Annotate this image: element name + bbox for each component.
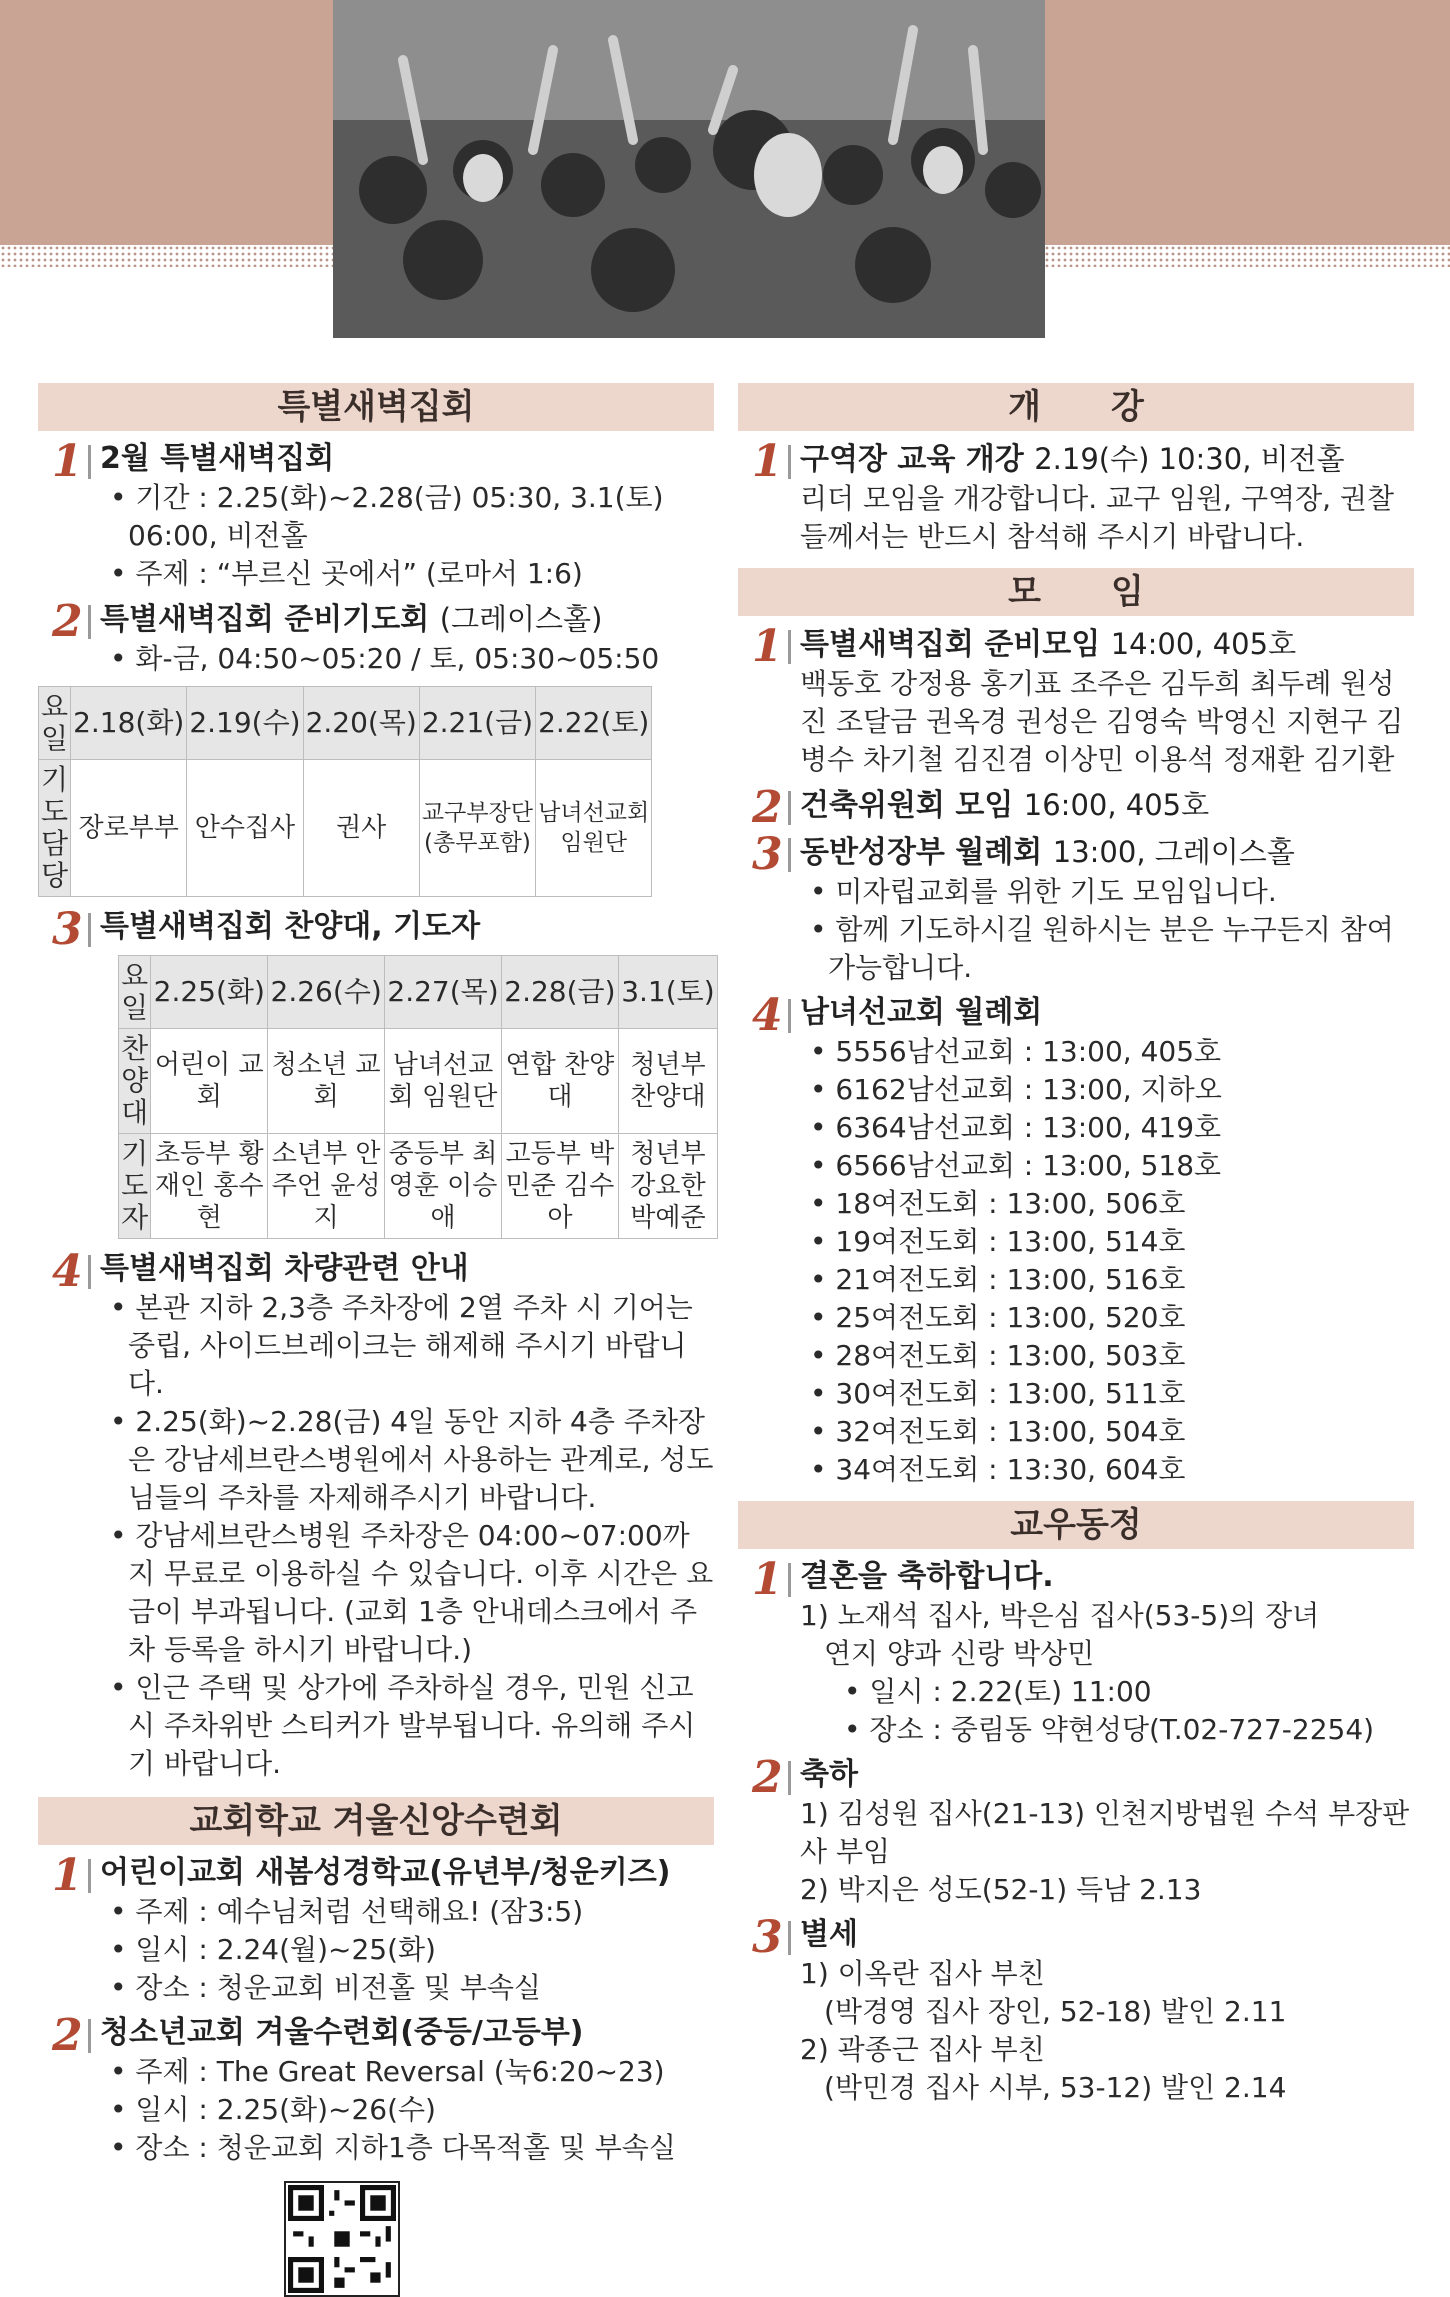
section-title-special-dawn: 특별새벽집회 bbox=[38, 383, 714, 431]
item-number: 2 bbox=[52, 2010, 83, 2061]
member-names: 백동호 강정용 홍기표 조주은 김두희 최두례 원성진 조달금 권옥경 권성은 김영숙 박영신 지현구 김병수 차기철 김진겸 이상민 이용석 정재환 김기환 bbox=[800, 667, 1404, 776]
bullet-parking-2: • 2.25(화)~2.28(금) 4일 동안 지하 4층 주차장은 강남세브란스병원에서 사용하는 관계로, 성도님들의 주차를 자제해주시기 바랍니다. bbox=[100, 1403, 714, 1517]
item-title-main: 구역장 교육 개강 bbox=[800, 442, 1024, 477]
table-header-cell: 2.25(화) bbox=[151, 956, 268, 1029]
news-line: 1) 김성원 집사(21-13) 인천지방법원 수석 부장판사 부임 bbox=[800, 1797, 1410, 1868]
item-number: 2 bbox=[752, 782, 783, 833]
table-cell: 중등부 최영훈 이승애 bbox=[385, 1134, 502, 1239]
qr-code[interactable] bbox=[284, 2181, 400, 2297]
news-line: 2) 곽종근 집사 부친 bbox=[800, 2033, 1045, 2066]
item-title: 남녀선교회 월례회 bbox=[800, 995, 1043, 1030]
table-header-row bbox=[39, 687, 652, 760]
table-row-label: 기도자 bbox=[119, 1134, 151, 1239]
bullet-place: • 장소 : 청운교회 지하1층 다목적홀 및 부속실 bbox=[100, 2129, 714, 2167]
choir-prayer-table bbox=[118, 955, 718, 1239]
list-item: • 19여전도회 : 13:00, 514호 bbox=[800, 1223, 1414, 1261]
item-number: 3 bbox=[752, 829, 783, 880]
meeting-item-1 bbox=[738, 621, 1414, 779]
item-number: 2 bbox=[752, 1752, 783, 1803]
table-cell: 청년부 강요한 박예준 bbox=[618, 1134, 717, 1239]
item-number: 2 bbox=[52, 596, 83, 647]
table-header-cell: 2.18(화) bbox=[71, 687, 187, 760]
left-column bbox=[38, 383, 714, 2297]
table-row-label: 기도 담당 bbox=[39, 760, 71, 897]
section-title-news: 교우동정 bbox=[738, 1501, 1414, 1549]
meeting-item-3 bbox=[738, 829, 1414, 987]
item-text: 리더 모임을 개강합니다. 교구 임원, 구역장, 권찰들께서는 반드시 참석해 주시기 바랍니다. bbox=[800, 482, 1395, 553]
list-item: • 32여전도회 : 13:00, 504호 bbox=[800, 1413, 1414, 1451]
table-row bbox=[119, 1029, 718, 1134]
table-cell: 소년부 안주언 윤성지 bbox=[268, 1134, 385, 1239]
table-cell: 장로부부 bbox=[71, 760, 187, 897]
item-title: 청소년교회 겨울수련회(중등/고등부) bbox=[100, 2015, 584, 2050]
bullet-period: • 기간 : 2.25(화)~2.28(금) 05:30, 3.1(토) 06:00, 비전홀 bbox=[100, 479, 714, 555]
item-title-main: 특별새벽집회 준비기도회 bbox=[100, 602, 430, 637]
list-item: • 34여전도회 : 13:30, 604호 bbox=[800, 1451, 1414, 1489]
meeting-item-2 bbox=[738, 782, 1414, 833]
list-item: • 18여전도회 : 13:00, 506호 bbox=[800, 1185, 1414, 1223]
table-cell: 권사 bbox=[303, 760, 419, 897]
table-cell: 남녀선교회 임원단 bbox=[385, 1029, 502, 1134]
news-line: (박민경 집사 시부, 53-12) 발인 2.14 bbox=[824, 2071, 1287, 2104]
news-line: 2) 박지은 성도(52-1) 득남 2.13 bbox=[800, 1873, 1202, 1906]
bullet-place: • 장소 : 중림동 약현성당(T.02-727-2254) bbox=[800, 1711, 1414, 1749]
table-header-cell: 2.20(목) bbox=[303, 687, 419, 760]
item-title: 2월 특별새벽집회 bbox=[100, 441, 335, 476]
list-item: • 30여전도회 : 13:00, 511호 bbox=[800, 1375, 1414, 1413]
news-line: 1) 노재석 집사, 박은심 집사(53-5)의 장녀 bbox=[800, 1599, 1320, 1632]
item-number: 1 bbox=[52, 1850, 83, 1901]
bullet-theme: • 주제 : 예수님처럼 선택해요! (잠3:5) bbox=[100, 1893, 714, 1931]
table-header-cell: 요일 bbox=[119, 956, 151, 1029]
section-title-opening: 개강 bbox=[738, 383, 1414, 431]
table-cell: 연합 찬양대 bbox=[501, 1029, 618, 1134]
retreat-item-2 bbox=[38, 2010, 714, 2167]
list-item: • 21여전도회 : 13:00, 516호 bbox=[800, 1261, 1414, 1299]
news-line: (박경영 집사 장인, 52-18) 발인 2.11 bbox=[824, 1995, 1287, 2028]
item-title: 결혼을 축하합니다. bbox=[800, 1559, 1054, 1594]
bullet-text: • 함께 기도하시길 원하시는 분은 누구든지 참여 가능합니다. bbox=[800, 911, 1414, 987]
table-row bbox=[119, 1134, 718, 1239]
bullet-parking-4: • 인근 주택 및 상가에 주차하실 경우, 민원 신고시 주차위반 스티커가 발부됩니다. 유의해 주시기 바랍니다. bbox=[100, 1669, 714, 1783]
news-item-1 bbox=[738, 1554, 1414, 1749]
item-title-main: 특별새벽집회 준비모임 bbox=[800, 627, 1101, 662]
bullet-theme: • 주제 : The Great Reversal (눅6:20~23) bbox=[100, 2053, 714, 2091]
item-title: 별세 bbox=[800, 1917, 858, 1952]
item-number: 1 bbox=[752, 1554, 783, 1605]
dawn-item-4 bbox=[38, 1246, 714, 1783]
news-line: 1) 이옥란 집사 부친 bbox=[800, 1957, 1045, 1990]
item-title-main: 동반성장부 월례회 bbox=[800, 835, 1043, 870]
table-header-cell: 2.27(목) bbox=[385, 956, 502, 1029]
item-title: 축하 bbox=[800, 1757, 858, 1792]
item-title bbox=[800, 832, 1414, 873]
item-title: 어린이교회 새봄성경학교(유년부/청운키즈) bbox=[100, 1855, 671, 1890]
item-title-sub: 13:00, 그레이스홀 bbox=[1052, 835, 1295, 869]
item-title: 특별새벽집회 찬양대, 기도자 bbox=[100, 909, 481, 944]
dawn-item-2 bbox=[38, 596, 714, 678]
item-title bbox=[100, 599, 714, 640]
table-cell: 고등부 박민준 김수아 bbox=[501, 1134, 618, 1239]
news-item-3 bbox=[738, 1912, 1414, 2107]
bullet-date: • 일시 : 2.22(토) 11:00 bbox=[800, 1673, 1414, 1711]
worship-photo bbox=[333, 0, 1045, 338]
section-title-winter-retreat: 교회학교 겨울신앙수련회 bbox=[38, 1797, 714, 1845]
table-header-cell: 2.28(금) bbox=[501, 956, 618, 1029]
item-title-sub: (그레이스홀) bbox=[439, 602, 603, 636]
section-title-meetings: 모임 bbox=[738, 568, 1414, 616]
item-title-sub: 2.19(수) 10:30, 비전홀 bbox=[1034, 442, 1345, 476]
bullet-theme: • 주제 : “부르신 곳에서” (로마서 1:6) bbox=[100, 555, 714, 593]
bullet-time: • 화-금, 04:50~05:20 / 토, 05:30~05:50 bbox=[100, 640, 714, 678]
meeting-item-4 bbox=[738, 990, 1414, 1489]
right-column bbox=[738, 383, 1414, 2107]
table-cell: 안수집사 bbox=[187, 760, 303, 897]
opening-item-1 bbox=[738, 436, 1414, 556]
table-row-label: 찬양대 bbox=[119, 1029, 151, 1134]
table-row bbox=[39, 760, 652, 897]
retreat-item-1 bbox=[38, 1850, 714, 2007]
item-title-main: 건축위원회 모임 bbox=[800, 788, 1014, 823]
item-title: 특별새벽집회 차량관련 안내 bbox=[100, 1251, 469, 1286]
table-cell: 남녀선교회 임원단 bbox=[536, 760, 652, 897]
list-item: • 6364남선교회 : 13:00, 419호 bbox=[800, 1109, 1414, 1147]
prep-prayer-table bbox=[38, 686, 652, 897]
item-title-sub: 16:00, 405호 bbox=[1023, 788, 1210, 822]
table-header-row bbox=[119, 956, 718, 1029]
item-number: 4 bbox=[52, 1246, 83, 1297]
bullet-parking-3: • 강남세브란스병원 주차장은 04:00~07:00까지 무료로 이용하실 수 있습니다. 이후 시간은 요금이 부과됩니다. (교회 1층 안내데스크에서 주차 등록을 하시기 바랍니다.) bbox=[100, 1517, 714, 1669]
table-cell: 어린이 교회 bbox=[151, 1029, 268, 1134]
table-header-cell: 3.1(토) bbox=[618, 956, 717, 1029]
bullet-place: • 장소 : 청운교회 비전홀 및 부속실 bbox=[100, 1969, 714, 2007]
list-item: • 28여전도회 : 13:00, 503호 bbox=[800, 1337, 1414, 1375]
dawn-item-1 bbox=[38, 436, 714, 593]
item-number: 3 bbox=[52, 904, 83, 955]
table-cell: 청년부 찬양대 bbox=[618, 1029, 717, 1134]
item-title bbox=[800, 624, 1414, 665]
item-title bbox=[800, 785, 1414, 826]
list-item: • 6162남선교회 : 13:00, 지하오 bbox=[800, 1071, 1414, 1109]
table-cell: 초등부 황재인 홍수현 bbox=[151, 1134, 268, 1239]
news-item-2 bbox=[738, 1752, 1414, 1909]
table-header-cell: 2.22(토) bbox=[536, 687, 652, 760]
table-cell: 청소년 교회 bbox=[268, 1029, 385, 1134]
item-number: 1 bbox=[752, 621, 783, 672]
table-header-cell: 2.26(수) bbox=[268, 956, 385, 1029]
table-header-cell: 2.21(금) bbox=[419, 687, 535, 760]
list-item: • 5556남선교회 : 13:00, 405호 bbox=[800, 1033, 1414, 1071]
item-number: 4 bbox=[752, 990, 783, 1041]
table-header-cell: 요일 bbox=[39, 687, 71, 760]
news-line: 연지 양과 신랑 박상민 bbox=[824, 1637, 1095, 1670]
item-number: 3 bbox=[752, 1912, 783, 1963]
list-item: • 6566남선교회 : 13:00, 518호 bbox=[800, 1147, 1414, 1185]
bullet-parking-1: • 본관 지하 2,3층 주차장에 2열 주차 시 기어는 중립, 사이드브레이크는 해제해 주시기 바랍니다. bbox=[100, 1289, 714, 1403]
qr-code-icon bbox=[288, 2185, 396, 2293]
table-header-cell: 2.19(수) bbox=[187, 687, 303, 760]
list-item: • 25여전도회 : 13:00, 520호 bbox=[800, 1299, 1414, 1337]
item-title-sub: 14:00, 405호 bbox=[1110, 627, 1297, 661]
table-cell: 교구부장단 (총무포함) bbox=[419, 760, 535, 897]
dawn-item-3 bbox=[38, 904, 714, 955]
item-title bbox=[800, 439, 1414, 480]
item-number: 1 bbox=[52, 436, 83, 487]
bullet-date: • 일시 : 2.24(월)~25(화) bbox=[100, 1931, 714, 1969]
bullet-text: • 미자립교회를 위한 기도 모임입니다. bbox=[800, 873, 1414, 911]
bullet-date: • 일시 : 2.25(화)~26(수) bbox=[100, 2091, 714, 2129]
item-number: 1 bbox=[752, 436, 783, 487]
